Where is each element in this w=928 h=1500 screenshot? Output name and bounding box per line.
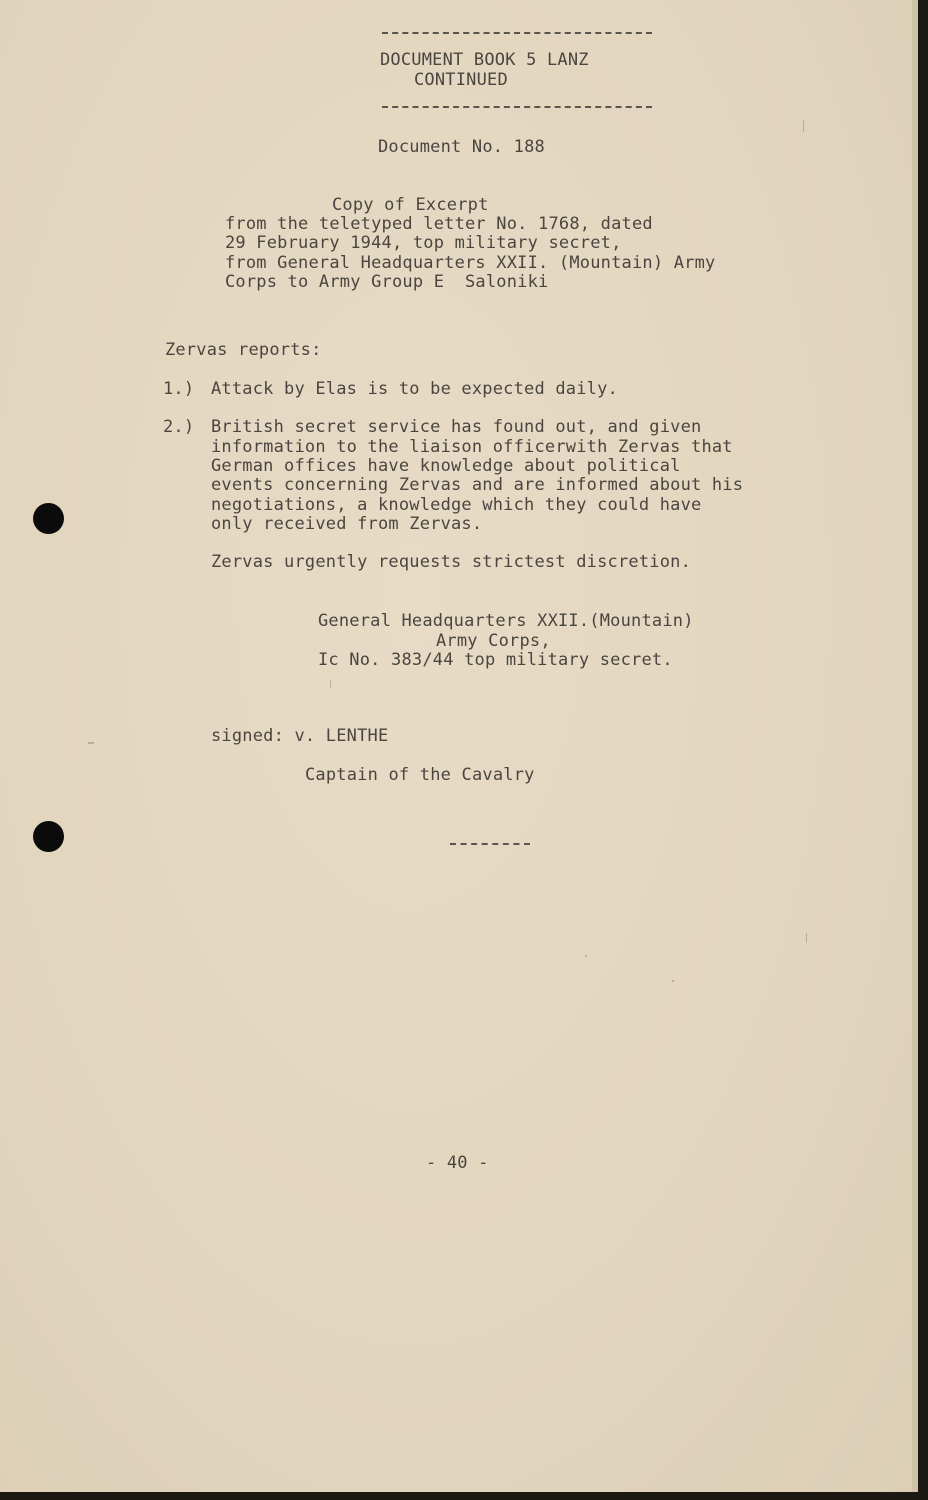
punch-hole-bottom	[33, 821, 64, 852]
excerpt-heading-line: from the teletyped letter No. 1768, dated	[225, 214, 653, 234]
header-subtitle: CONTINUED	[414, 70, 508, 90]
excerpt-heading-line: 29 February 1944, top military secret,	[225, 233, 622, 253]
hq-block-line: General Headquarters XXII.(Mountain)	[318, 611, 694, 631]
page-number: - 40 -	[426, 1153, 489, 1173]
signatory-rank: Captain of the Cavalry	[305, 765, 535, 785]
top-divider	[382, 32, 652, 34]
header-title: DOCUMENT BOOK 5 LANZ	[380, 50, 589, 70]
list-item-text: British secret service has found out, and given	[211, 417, 702, 437]
signature-line: signed: v. LENTHE	[211, 726, 389, 746]
list-item-text: information to the liaison officerwith Zervas that	[211, 437, 733, 457]
document-number: Document No. 188	[378, 137, 545, 157]
excerpt-heading-line: Copy of Excerpt	[332, 195, 489, 215]
discretion-request: Zervas urgently requests strictest discretion.	[211, 552, 692, 572]
list-item-text: only received from Zervas.	[211, 514, 483, 534]
paper-speck	[803, 120, 804, 132]
hq-block-line: Ic No. 383/44 top military secret.	[318, 650, 673, 670]
list-item-text: Attack by Elas is to be expected daily.	[211, 379, 618, 399]
reports-intro: Zervas reports:	[165, 340, 322, 360]
punch-hole-top	[33, 503, 64, 534]
paper-speck	[806, 933, 807, 943]
excerpt-heading-line: from General Headquarters XXII. (Mountain) Army	[225, 253, 716, 273]
list-item-text: negotiations, a knowledge which they could have	[211, 495, 702, 515]
header-divider	[382, 106, 652, 108]
list-item-number: 2.)	[163, 417, 195, 437]
paper-speck	[585, 955, 587, 957]
paper-speck	[88, 742, 94, 744]
list-item-text: events concerning Zervas and are informed about his	[211, 475, 744, 495]
list-item-number: 1.)	[163, 379, 195, 399]
excerpt-heading-line: Corps to Army Group E Saloniki	[225, 272, 549, 292]
hq-block-line: Army Corps,	[436, 631, 551, 651]
paper-speck	[330, 680, 331, 688]
paper-speck	[672, 980, 674, 982]
list-item-text: German offices have knowledge about political	[211, 456, 681, 476]
closing-divider	[450, 843, 530, 845]
